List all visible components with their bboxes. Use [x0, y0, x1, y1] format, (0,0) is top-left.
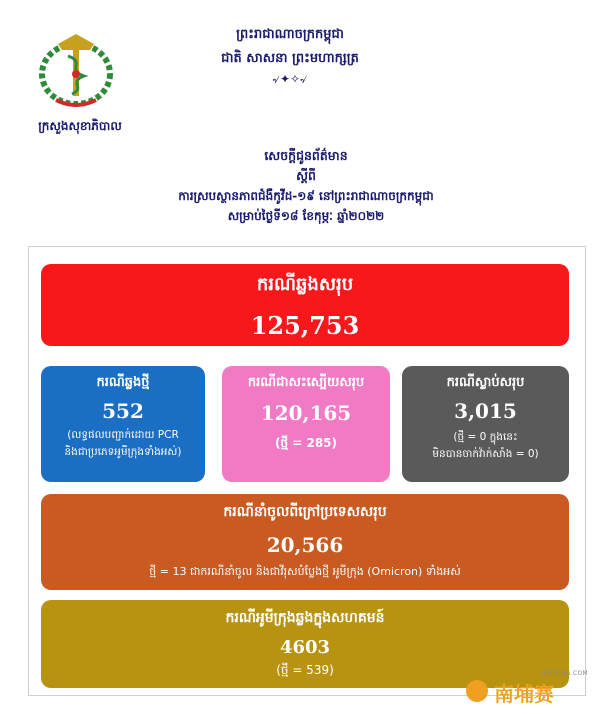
imported-cases-value: 20,566 — [266, 533, 344, 557]
ministry-name: ក្រសួងសុខាភិបាល — [38, 119, 122, 133]
deaths-note — [402, 429, 569, 463]
omicron-community-card — [41, 600, 569, 688]
total-cases-label: ករណីឆ្លងសរុប — [256, 274, 354, 295]
new-cases-note-line1: (លទ្ធផលបញ្ជាក់ដោយ PCR — [67, 429, 179, 441]
watermark-text: 南埔赛 — [494, 682, 554, 706]
new-cases-note — [41, 427, 205, 461]
omicron-community-label: ករណីអូមីក្រុងឆ្លងក្នុងសហគមន៍ — [225, 610, 385, 626]
omicron-community-value: 4603 — [279, 637, 331, 658]
national-motto — [170, 50, 410, 91]
deaths-note-line1: (ថ្មី = 0 ក្នុងនេះ — [453, 431, 518, 443]
title-date: សម្រាប់ថ្ងៃទី១៨ ខែកុម្ភៈ ឆ្នាំ២០២២ — [227, 209, 385, 223]
motto-text: ជាតិ សាសនា ព្រះមហាក្សត្រ — [221, 51, 359, 66]
deaths-label: ករណីស្លាប់សរុប — [446, 375, 525, 390]
title-about: ស្តីពី — [296, 168, 316, 183]
omicron-community-note: (ថ្មី = 539) — [276, 663, 334, 677]
total-cases-value: 125,753 — [250, 311, 360, 340]
recovered-value: 120,165 — [260, 401, 352, 425]
recovered-note: (ថ្មី = 285) — [274, 436, 338, 450]
deaths-note-line2: មិនបានចាក់វ៉ាក់សាំង = 0) — [432, 448, 539, 460]
watermark-logo-icon — [466, 680, 488, 702]
total-cases-card — [41, 264, 569, 346]
recovered-card — [222, 366, 390, 482]
new-cases-label: ករណីឆ្លងថ្មី — [96, 375, 150, 390]
imported-cases-note: ថ្មី = 13 ជាករណីនាំចូល និងជាវីរុសបំប្លែងថ្មី អូមីក្រុង (Omicron) ទាំងអស់ — [149, 565, 461, 578]
imported-cases-card — [41, 494, 569, 590]
press-release-title: សេចក្តីជូនព័ត៌មាន — [264, 148, 348, 163]
recovered-label: ករណីជាសះស្បើយសរុប — [247, 375, 365, 390]
deaths-card — [402, 366, 569, 482]
deaths-value: 3,015 — [454, 399, 517, 423]
new-cases-value: 552 — [102, 399, 144, 423]
imported-cases-label: ករណីនាំចូលពីក្រៅប្រទេសសរុប — [223, 504, 387, 520]
ministry-health-emblem-icon — [28, 30, 124, 112]
new-cases-note-line2: និងជាប្រភេទអូមីក្រុងទាំងអស់) — [64, 446, 182, 458]
header-ornament: ৵✦✧৵ — [272, 72, 308, 86]
new-cases-card — [41, 366, 205, 482]
kingdom-name: ព្រះរាជាណាចក្រកម្ពុជា — [236, 27, 344, 42]
title-subject: ការស្របស្ថានភាពជំងឺកូវីដ-១៩ នៅព្រះរាជាណាចក្រកម្ពុជា — [178, 189, 434, 203]
watermark-url: JPZTONG.COM — [541, 670, 588, 677]
